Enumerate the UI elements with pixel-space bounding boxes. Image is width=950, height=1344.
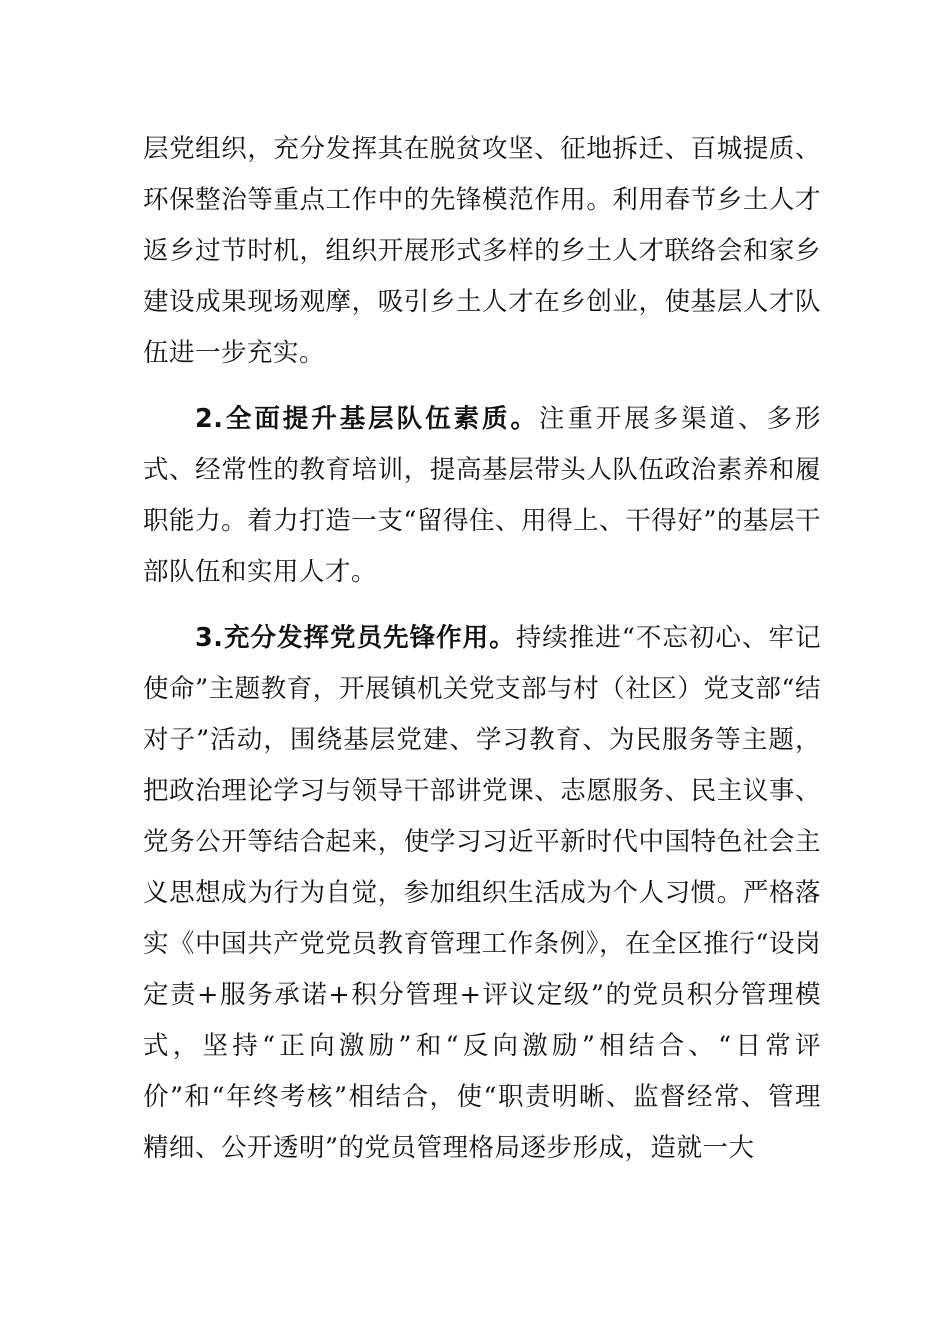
paragraph-text: 持续推进“不忘初心、牢记使命”主题教育，开展镇机关党支部与村（社区）党支部“结对子”活动，围绕基层党建、学习教育、为民服务等主题，把政治理论学习与领导干部讲党课、志愿服务、民主议事、党务公开等结合起来，使学习习近平新时代中国特色社会主义思想成为行为自觉，参加组织生活成为个人习惯。严格落实《中国共产党党员教育管理工作条例》，在全区推行“设岗定责+服务承诺+积分管理+评议定级”的党员积分管理模式，坚持“正向激励”和“反向激励”相结合、“日常评价”和“年终考核”相结合，使“职责明晰、监督经常、管理精细、公开透明”的党员管理格局逐步形成，造就一大	[143, 623, 821, 1163]
paragraph-section-3	[143, 613, 821, 1174]
paragraph-text: 层党组织，充分发挥其在脱贫攻坚、征地拆迁、百城提质、环保整治等重点工作中的先锋模范作用。利用春节乡土人才返乡过节时机，组织开展形式多样的乡土人才联络会和家乡建设成果现场观摩，吸引乡土人才在乡创业，使基层人才队伍进一步充实。	[143, 134, 821, 368]
section-heading: 3.充分发挥党员先锋作用。	[195, 623, 516, 653]
paragraph-text: 注重开展多渠道、多形式、经常性的教育培训，提高基层带头人队伍政治素养和履职能力。着力打造一支“留得住、用得上、干得好”的基层干部队伍和实用人才。	[143, 404, 821, 587]
document-body	[143, 124, 821, 1189]
section-heading: 2.全面提升基层队伍素质。	[195, 404, 539, 434]
paragraph-continuation	[143, 124, 821, 379]
paragraph-section-2	[143, 394, 821, 598]
